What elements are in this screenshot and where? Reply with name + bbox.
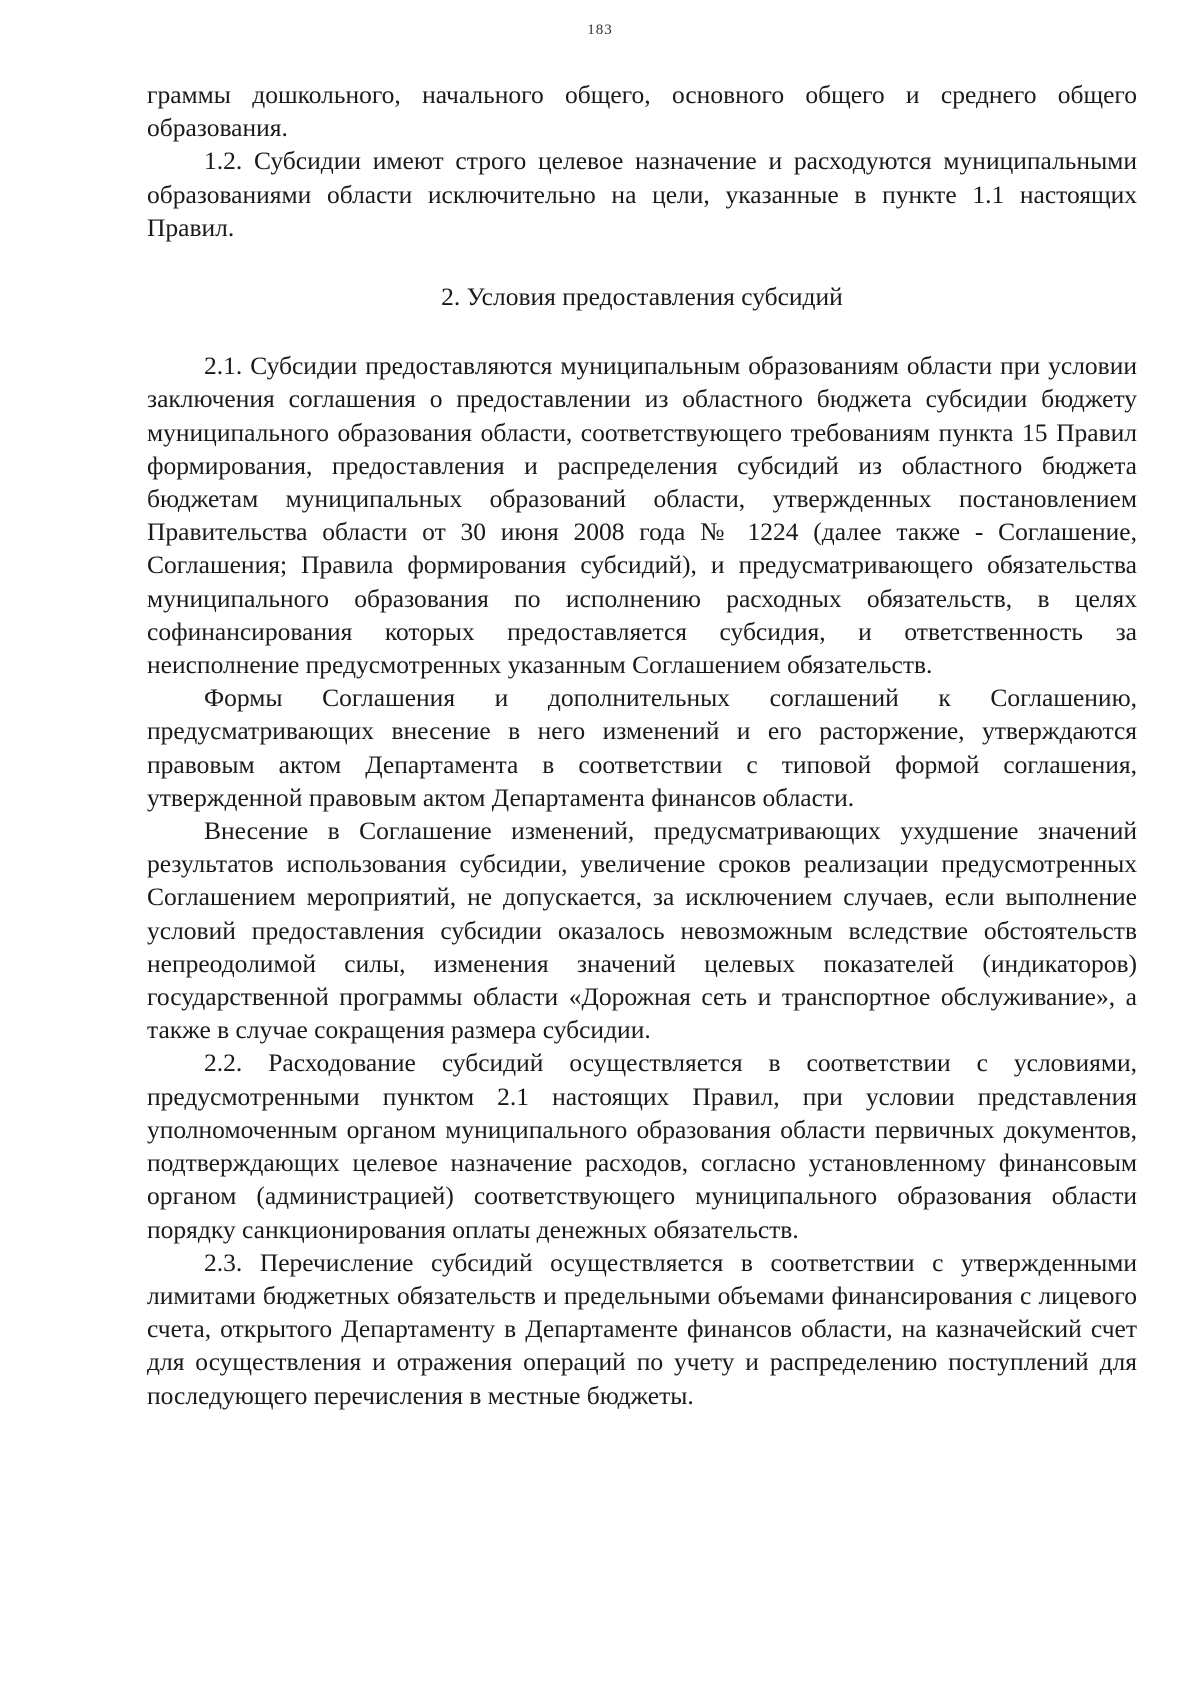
document-body [147, 78, 1137, 1412]
paragraph-2-1: 2.1. Субсидии предоставляются муниципальным образованиям области при условии заключения соглашения о предоставлении из областного бюджета субсидии бюджету муниципального образования области, соответствующего требованиям пункта 15 Правил формирования, предоставления и распределения субсидий из областного бюджета бюджетам муниципальных образований области, утвержденных постановлением Правительства области от 30 июня 2008 года № 1224 (далее также - Соглашение, Соглашения; Правила формирования субсидий), и предусматривающего обязательства муниципального образования по исполнению расходных обязательств, в целях софинансирования которых предоставляется субсидия, и ответственность за неисполнение предусмотренных указанным Соглашением обязательств. [147, 351, 1137, 680]
paragraph-continuation: граммы дошкольного, начального общего, основного общего и среднего общего образования. [147, 80, 1137, 143]
paragraph-2-3: 2.3. Перечисление субсидий осуществляется в соответствии с утвержденными лимитами бюджетных обязательств и предельными объемами финансирования с лицевого счета, открытого Департаменту в Департаменте финансов области, на казначейский счет для осуществления и отражения операций по учету и распределению поступлений для последующего перечисления в местные бюджеты. [147, 1247, 1137, 1410]
paragraph-agreement-forms: Формы Соглашения и дополнительных соглашений к Соглашению, предусматривающих внесение в него изменений и его расторжение, утверждаются правовым актом Департамента в соответствии с типовой формой соглашения, утвержденной правовым актом Департамента финансов области. [147, 683, 1137, 812]
page-number: 183 [587, 22, 613, 38]
paragraph-1-2: 1.2. Субсидии имеют строго целевое назначение и расходуются муниципальными образованиями области исключительно на цели, указанные в пункте 1.1 настоящих Правил. [147, 146, 1137, 242]
section-heading: 2. Условия предоставления субсидий [441, 282, 843, 312]
paragraph-2-2: 2.2. Расходование субсидий осуществляется в соответствии с условиями, предусмотренными пунктом 2.1 настоящих Правил, при условии представления уполномоченным органом муниципального образования области первичных документов, подтверждающих целевое назначение расходов, согласно установленному финансовым органом (администрацией) соответствующего муниципального образования области порядку санкционирования оплаты денежных обязательств. [147, 1048, 1137, 1244]
paragraph-agreement-changes: Внесение в Соглашение изменений, предусматривающих ухудшение значений результатов использования субсидии, увеличение сроков реализации предусмотренных Соглашением мероприятий, не допускается, за исключением случаев, если выполнение условий предоставления субсидии оказалось невозможным вследствие обстоятельств непреодолимой силы, изменения значений целевых показателей (индикаторов) государственной программы области «Дорожная сеть и транспортное обслуживание», а также в случае сокращения размера субсидии. [147, 816, 1137, 1045]
